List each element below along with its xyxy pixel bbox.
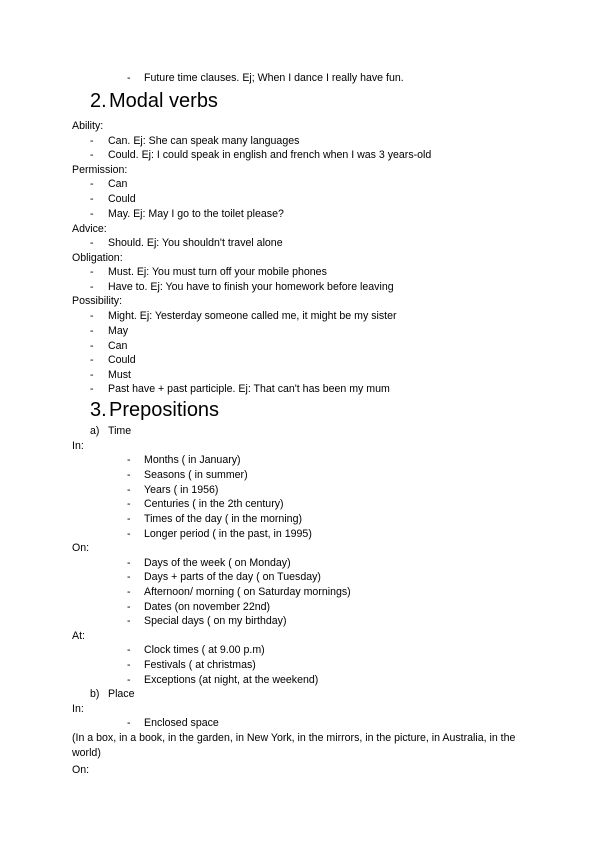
list-item-text: Could. Ej: I could speak in english and french when I was 3 years-old: [108, 149, 432, 161]
bullet-dash: -: [127, 644, 131, 656]
list-item-text: Should. Ej: You shouldn't travel alone: [108, 237, 283, 249]
bullet-dash: -: [127, 454, 131, 466]
bullet-dash: -: [90, 193, 94, 205]
section-title: Prepositions: [109, 399, 220, 421]
subsection-marker: b): [90, 688, 100, 700]
section-title: Modal verbs: [109, 90, 218, 112]
list-item-text: Can: [108, 340, 128, 352]
subsection-title: Place: [108, 688, 135, 700]
bullet-dash: -: [90, 369, 94, 381]
category-label-text: Obligation:: [72, 252, 123, 264]
list-item-text: Enclosed space: [144, 717, 219, 729]
list-item-text: Can: [108, 178, 128, 190]
example-paragraph: (In a box, in a book, in the garden, in New York, in the mirrors, in the picture, in Australia, in the world): [72, 732, 516, 759]
category-label-text: In:: [72, 703, 84, 715]
bullet-dash: -: [127, 717, 131, 729]
category-label-text: Permission:: [72, 164, 128, 176]
bullet-dash: -: [127, 601, 131, 613]
bullet-dash: -: [127, 72, 131, 84]
bullet-dash: -: [127, 586, 131, 598]
list-item-text: Special days ( on my birthday): [144, 615, 287, 627]
bullet-dash: -: [127, 498, 131, 510]
list-item-text: Festivals ( at christmas): [144, 659, 256, 671]
bullet-dash: -: [127, 571, 131, 583]
list-item-text: Might. Ej: Yesterday someone called me, it might be my sister: [108, 310, 397, 322]
bullet-dash: -: [90, 266, 94, 278]
list-item-text: Times of the day ( in the morning): [144, 513, 302, 525]
bullet-dash: -: [90, 325, 94, 337]
bullet-dash: -: [90, 354, 94, 366]
category-label-text: Advice:: [72, 223, 107, 235]
bullet-dash: -: [90, 135, 94, 147]
bullet-dash: -: [127, 484, 131, 496]
list-item-text: May. Ej: May I go to the toilet please?: [108, 208, 284, 220]
list-item-text: Have to. Ej: You have to finish your homework before leaving: [108, 281, 394, 293]
list-item-text: Dates (on november 22nd): [144, 601, 271, 613]
category-label-text: Possibility:: [72, 295, 123, 307]
list-item-text: Centuries ( in the 2th century): [144, 498, 284, 510]
bullet-dash: -: [90, 149, 94, 161]
list-item-text: Longer period ( in the past, in 1995): [144, 528, 312, 540]
list-item-text: Must: [108, 369, 131, 381]
category-label-text: Ability:: [72, 120, 104, 132]
list-item-text: Could: [108, 354, 136, 366]
list-item-text: Seasons ( in summer): [144, 469, 248, 481]
bullet-dash: -: [127, 513, 131, 525]
bullet-dash: -: [90, 310, 94, 322]
bullet-dash: -: [127, 659, 131, 671]
section-number: 2.: [90, 90, 107, 112]
list-item-text: Days of the week ( on Monday): [144, 557, 291, 569]
list-item-text: Days + parts of the day ( on Tuesday): [144, 571, 321, 583]
bullet-dash: -: [127, 557, 131, 569]
list-item-text: Can. Ej: She can speak many languages: [108, 135, 300, 147]
bullet-dash: -: [90, 178, 94, 190]
category-label-text: On:: [72, 764, 90, 776]
category-label-text: At:: [72, 630, 85, 642]
list-item-text: Past have + past participle. Ej: That can't has been my mum: [108, 383, 390, 395]
subsection-marker: a): [90, 425, 100, 437]
bullet-dash: -: [90, 340, 94, 352]
bullet-dash: -: [90, 281, 94, 293]
category-label-text: In:: [72, 440, 84, 452]
bullet-dash: -: [127, 615, 131, 627]
list-item-text: Clock times ( at 9.00 p.m): [144, 644, 265, 656]
section-number: 3.: [90, 399, 107, 421]
list-item-text: Years ( in 1956): [144, 484, 219, 496]
bullet-dash: -: [127, 469, 131, 481]
bullet-dash: -: [90, 383, 94, 395]
list-item-text: Afternoon/ morning ( on Saturday mornings): [144, 586, 351, 598]
list-item-text: Could: [108, 193, 136, 205]
list-item-text: May: [108, 325, 129, 337]
bullet-dash: -: [90, 237, 94, 249]
bullet-dash: -: [127, 528, 131, 540]
category-label-text: On:: [72, 542, 90, 554]
list-item-text: Future time clauses. Ej; When I dance I really have fun.: [144, 72, 404, 84]
list-item-text: Must. Ej: You must turn off your mobile phones: [108, 266, 327, 278]
subsection-title: Time: [108, 425, 132, 437]
list-item-text: Months ( in January): [144, 454, 241, 466]
bullet-dash: -: [127, 674, 131, 686]
bullet-dash: -: [90, 208, 94, 220]
list-item-text: Exceptions (at night, at the weekend): [144, 674, 319, 686]
